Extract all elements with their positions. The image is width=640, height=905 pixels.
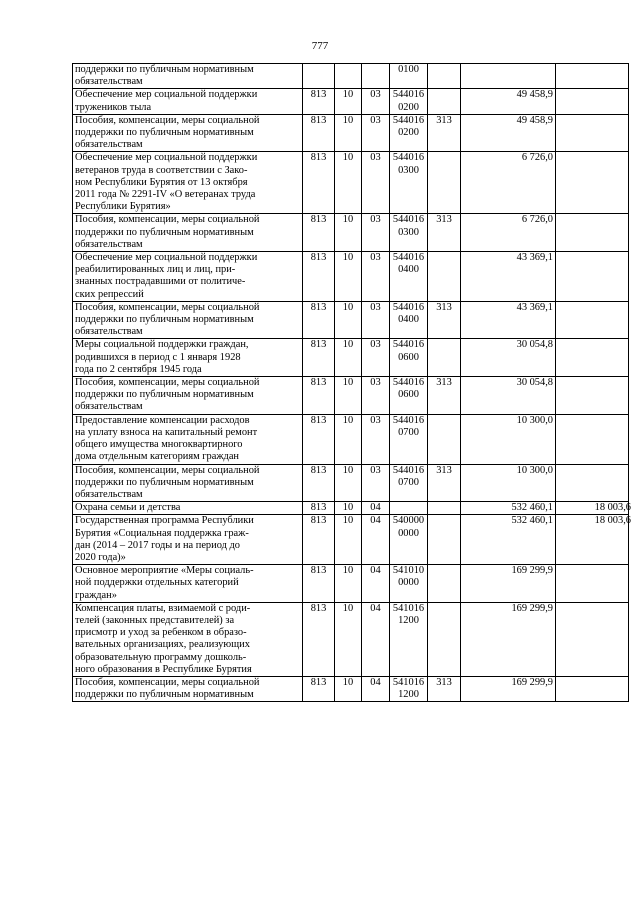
- row-amount-2: [556, 565, 629, 603]
- row-amount: 30 054,8: [461, 377, 556, 415]
- row-amount: 49 458,9: [461, 89, 556, 114]
- row-expense-type-code: [428, 152, 461, 214]
- row-target-article-code: 544016 0400: [390, 252, 428, 302]
- table-row: [73, 252, 629, 302]
- row-name: Пособия, компенсации, меры социальной поддержки по публичным нормативным: [73, 676, 303, 701]
- row-name: Основное мероприятие «Меры социаль- ной поддержки отдельных категорий граждан»: [73, 565, 303, 603]
- table-row: [73, 676, 629, 701]
- row-target-article-code: 544016 0200: [390, 114, 428, 152]
- row-ministry-code: 813: [303, 214, 335, 252]
- row-target-article-code: 541016 1200: [390, 602, 428, 676]
- table-row: [73, 301, 629, 339]
- row-target-article-code: 544016 0700: [390, 464, 428, 502]
- row-target-article-code: 544016 0300: [390, 152, 428, 214]
- row-name: Обеспечение мер социальной поддержки ветеранов труда в соответствии с Зако- ном Республики Бурятия от 13 октября 2011 года № 2291-IV «О ветеранах труда Республики Бурятия»: [73, 152, 303, 214]
- row-target-article-code: 544016 0600: [390, 377, 428, 415]
- row-subsection-code: 03: [362, 464, 390, 502]
- table-row: [73, 464, 629, 502]
- row-target-article-code: [390, 502, 428, 515]
- row-subsection-code: 03: [362, 114, 390, 152]
- row-amount-2: [556, 339, 629, 377]
- row-target-article-code: 544016 0400: [390, 301, 428, 339]
- row-amount-2: [556, 252, 629, 302]
- table-row: [73, 502, 629, 515]
- row-subsection-code: 04: [362, 502, 390, 515]
- row-amount-2: [556, 89, 629, 114]
- row-section-code: 10: [335, 152, 362, 214]
- row-section-code: 10: [335, 252, 362, 302]
- row-subsection-code: 03: [362, 339, 390, 377]
- row-subsection-code: 03: [362, 252, 390, 302]
- row-amount: 10 300,0: [461, 414, 556, 464]
- row-ministry-code: 813: [303, 565, 335, 603]
- row-amount-2: [556, 301, 629, 339]
- row-ministry-code: 813: [303, 377, 335, 415]
- row-expense-type-code: [428, 602, 461, 676]
- row-target-article-code: 544016 0700: [390, 414, 428, 464]
- row-section-code: 10: [335, 515, 362, 565]
- row-expense-type-code: 313: [428, 114, 461, 152]
- row-ministry-code: 813: [303, 252, 335, 302]
- row-expense-type-code: 313: [428, 377, 461, 415]
- row-amount: 10 300,0: [461, 464, 556, 502]
- budget-table-body: [73, 64, 629, 702]
- page-number: 777: [311, 40, 329, 52]
- row-expense-type-code: [428, 64, 461, 89]
- table-row: [73, 214, 629, 252]
- row-ministry-code: 813: [303, 89, 335, 114]
- table-row: [73, 414, 629, 464]
- row-name: Обеспечение мер социальной поддержки реабилитированных лиц и лиц, при- знанных пострадавшими от политиче- ских репрессий: [73, 252, 303, 302]
- row-subsection-code: 04: [362, 565, 390, 603]
- row-amount: 532 460,1: [461, 502, 556, 515]
- row-amount-2: [556, 214, 629, 252]
- row-amount-2: [556, 377, 629, 415]
- row-section-code: 10: [335, 214, 362, 252]
- row-subsection-code: 04: [362, 515, 390, 565]
- row-amount-2: [556, 464, 629, 502]
- row-expense-type-code: [428, 515, 461, 565]
- row-expense-type-code: [428, 565, 461, 603]
- row-expense-type-code: 313: [428, 214, 461, 252]
- row-ministry-code: 813: [303, 676, 335, 701]
- row-section-code: 10: [335, 502, 362, 515]
- row-name: Охрана семьи и детства: [73, 502, 303, 515]
- row-amount-2: [556, 515, 629, 565]
- row-ministry-code: [303, 64, 335, 89]
- row-target-article-code: 541010 0000: [390, 565, 428, 603]
- row-amount-2: [556, 152, 629, 214]
- row-name: Меры социальной поддержки граждан, родившихся в период с 1 января 1928 года по 2 сентября 1945 года: [73, 339, 303, 377]
- row-amount: 169 299,9: [461, 676, 556, 701]
- row-name: Пособия, компенсации, меры социальной поддержки по публичным нормативным обязательствам: [73, 464, 303, 502]
- row-expense-type-code: [428, 502, 461, 515]
- row-amount: 169 299,9: [461, 602, 556, 676]
- row-subsection-code: 03: [362, 301, 390, 339]
- row-amount: 43 369,1: [461, 301, 556, 339]
- row-section-code: 10: [335, 464, 362, 502]
- row-ministry-code: 813: [303, 464, 335, 502]
- row-amount: 43 369,1: [461, 252, 556, 302]
- row-amount-2: [556, 114, 629, 152]
- row-expense-type-code: 313: [428, 676, 461, 701]
- row-ministry-code: 813: [303, 152, 335, 214]
- row-amount: 6 726,0: [461, 214, 556, 252]
- row-amount-2: [556, 414, 629, 464]
- row-subsection-code: [362, 64, 390, 89]
- row-section-code: 10: [335, 377, 362, 415]
- row-subsection-code: 03: [362, 377, 390, 415]
- row-expense-type-code: [428, 89, 461, 114]
- row-section-code: 10: [335, 339, 362, 377]
- row-target-article-code: 544016 0600: [390, 339, 428, 377]
- row-section-code: 10: [335, 414, 362, 464]
- row-name: Предоставление компенсации расходов на уплату взноса на капитальный ремонт общего имущества многоквартирного дома отдельным категориям граждан: [73, 414, 303, 464]
- row-expense-type-code: [428, 339, 461, 377]
- row-target-article-code: 544016 0300: [390, 214, 428, 252]
- row-name: Пособия, компенсации, меры социальной поддержки по публичным нормативным обязательствам: [73, 214, 303, 252]
- row-section-code: 10: [335, 89, 362, 114]
- row-name: Пособия, компенсации, меры социальной поддержки по публичным нормативным обязательствам: [73, 301, 303, 339]
- row-ministry-code: 813: [303, 502, 335, 515]
- row-target-article-code: 540000 0000: [390, 515, 428, 565]
- row-name: Компенсация платы, взимаемой с роди- телей (законных представителей) за присмотр и уход за ребенком в образо- вательных организациях, реализующих образовательную программу дошколь- ного образования в Республике Бурятия: [73, 602, 303, 676]
- row-amount-2-value: 18 003,6: [594, 502, 631, 514]
- row-name: Пособия, компенсации, меры социальной поддержки по публичным нормативным обязательствам: [73, 377, 303, 415]
- row-ministry-code: 813: [303, 114, 335, 152]
- row-amount: 49 458,9: [461, 114, 556, 152]
- row-section-code: 10: [335, 114, 362, 152]
- table-row: [73, 377, 629, 415]
- row-amount: 532 460,1: [461, 515, 556, 565]
- row-amount: 169 299,9: [461, 565, 556, 603]
- row-subsection-code: 03: [362, 414, 390, 464]
- row-ministry-code: 813: [303, 414, 335, 464]
- row-amount: 6 726,0: [461, 152, 556, 214]
- row-target-article-code: 541016 1200: [390, 676, 428, 701]
- table-row: [73, 602, 629, 676]
- table-row: [73, 64, 629, 89]
- row-target-article-code: 544016 0200: [390, 89, 428, 114]
- row-subsection-code: 03: [362, 89, 390, 114]
- table-row: [73, 152, 629, 214]
- row-subsection-code: 04: [362, 676, 390, 701]
- table-row: [73, 515, 629, 565]
- row-amount-2: [556, 64, 629, 89]
- row-amount-2: [556, 602, 629, 676]
- row-target-article-code: 0100: [390, 64, 428, 89]
- row-amount-2-value: 18 003,6: [594, 515, 631, 527]
- row-amount: [461, 64, 556, 89]
- row-expense-type-code: [428, 252, 461, 302]
- row-name: Обеспечение мер социальной поддержки тружеников тыла: [73, 89, 303, 114]
- row-section-code: 10: [335, 602, 362, 676]
- table-row: [73, 339, 629, 377]
- row-section-code: 10: [335, 301, 362, 339]
- row-amount-2: [556, 502, 629, 515]
- row-name: Пособия, компенсации, меры социальной поддержки по публичным нормативным обязательствам: [73, 114, 303, 152]
- row-ministry-code: 813: [303, 515, 335, 565]
- row-name: поддержки по публичным нормативным обязательствам: [73, 64, 303, 89]
- row-subsection-code: 03: [362, 214, 390, 252]
- row-ministry-code: 813: [303, 301, 335, 339]
- row-subsection-code: 03: [362, 152, 390, 214]
- budget-table: [72, 63, 629, 702]
- row-section-code: 10: [335, 676, 362, 701]
- row-ministry-code: 813: [303, 602, 335, 676]
- row-subsection-code: 04: [362, 602, 390, 676]
- table-row: [73, 565, 629, 603]
- row-expense-type-code: [428, 414, 461, 464]
- table-row: [73, 89, 629, 114]
- row-expense-type-code: 313: [428, 301, 461, 339]
- row-ministry-code: 813: [303, 339, 335, 377]
- table-row: [73, 114, 629, 152]
- row-expense-type-code: 313: [428, 464, 461, 502]
- row-section-code: [335, 64, 362, 89]
- row-amount: 30 054,8: [461, 339, 556, 377]
- row-section-code: 10: [335, 565, 362, 603]
- row-name: Государственная программа Республики Бурятия «Социальная поддержка граж- дан (2014 – 2017 годы и на период до 2020 года)»: [73, 515, 303, 565]
- row-amount-2: [556, 676, 629, 701]
